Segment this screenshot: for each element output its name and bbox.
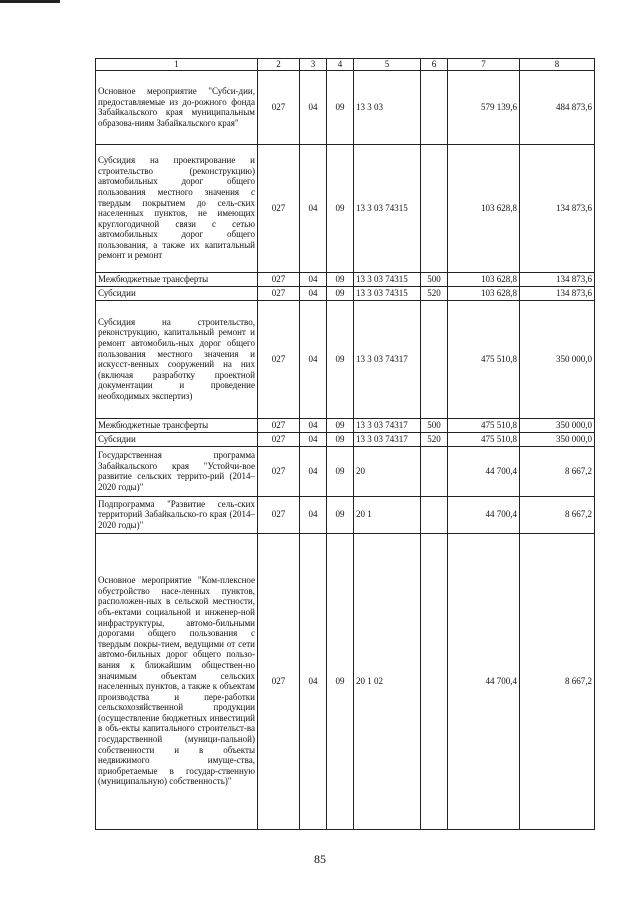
table-row (96, 272, 595, 286)
row-section: 04 (300, 286, 327, 300)
row-admin-code: 027 (258, 300, 300, 418)
row-name: Субсидия на строительство, реконструкцию, капитальный ремонт и ремонт автомобиль-ных дорог общего пользования местного значения и искусст-венных сооружений на них (включая разработку проектной документации и проведение необходимых экспертиз) (96, 300, 258, 418)
row-admin-code: 027 (258, 418, 300, 432)
page-number: 85 (314, 852, 326, 866)
row-admin-code: 027 (258, 272, 300, 286)
table-row (96, 300, 595, 418)
table-row (96, 418, 595, 432)
row-amount-1: 103 628,8 (448, 272, 520, 286)
row-subsection: 09 (327, 446, 354, 496)
row-name: Основное мероприятие "Ком-плексное обустройство насе-ленных пунктов, расположен-ных в сельской местности, объ-ектами социальной и инженер-ной инфраструктуры, автомо-бильными дорогами общего пользования с твердым покры-тием, ведущими от сети автомо-бильных дорог общего пользо-вания к ближайшим обществен-но значимым объектам сельских населенных пунктов, а также к объектам производства и пере-работки сельскохозяйственной продукции (осуществление бюджетных инвестиций в объ-екты капитального строительст-ва государственной (муници-пальной) собственности и в объекты недвижимого имуще-ства, приобретаемые в государ-ственную (муниципальную) собственность)" (96, 533, 258, 829)
row-amount-2: 350 000,0 (520, 432, 595, 446)
row-target-article: 20 (354, 446, 421, 496)
row-admin-code: 027 (258, 286, 300, 300)
row-expense-type: 500 (421, 418, 448, 432)
row-name: Подпрограмма "Развитие сель-ских территорий Забайкальско-го края (2014–2020 годы)" (96, 496, 258, 533)
row-name: Межбюджетные трансферты (96, 272, 258, 286)
row-admin-code: 027 (258, 144, 300, 272)
row-amount-1: 103 628,8 (448, 286, 520, 300)
row-target-article: 13 3 03 74315 (354, 144, 421, 272)
row-subsection: 09 (327, 70, 354, 144)
row-amount-2: 484 873,6 (520, 70, 595, 144)
table-header-row (96, 59, 595, 71)
table-row (96, 70, 595, 144)
row-name: Субсидия на проектирование и строительство (реконструкцию) автомобильных дорог общего пользования местного значения с твердым покрытием до сель-ских населенных пунктов, не имеющих круглогодичной связи с сетью автомобильных дорог общего пользования, а также их капитальный ремонт и ремонт (96, 144, 258, 272)
row-section: 04 (300, 533, 327, 829)
row-amount-2: 8 667,2 (520, 533, 595, 829)
header-cell-1: 1 (96, 59, 258, 71)
row-admin-code: 027 (258, 432, 300, 446)
row-target-article: 13 3 03 74315 (354, 272, 421, 286)
header-cell-5: 5 (354, 59, 421, 71)
row-target-article: 13 3 03 74317 (354, 300, 421, 418)
row-name: Субсидии (96, 286, 258, 300)
row-expense-type (421, 300, 448, 418)
header-cell-2: 2 (258, 59, 300, 71)
corner-scan-mark (0, 0, 60, 3)
row-amount-2: 8 667,2 (520, 446, 595, 496)
row-subsection: 09 (327, 300, 354, 418)
row-subsection: 09 (327, 286, 354, 300)
row-admin-code: 027 (258, 496, 300, 533)
row-amount-1: 44 700,4 (448, 496, 520, 533)
row-subsection: 09 (327, 418, 354, 432)
header-cell-3: 3 (300, 59, 327, 71)
row-amount-1: 475 510,8 (448, 300, 520, 418)
row-amount-1: 44 700,4 (448, 446, 520, 496)
row-target-article: 13 3 03 74315 (354, 286, 421, 300)
row-expense-type (421, 144, 448, 272)
row-expense-type: 520 (421, 286, 448, 300)
row-amount-2: 8 667,2 (520, 496, 595, 533)
row-expense-type: 500 (421, 272, 448, 286)
row-amount-1: 579 139,6 (448, 70, 520, 144)
row-section: 04 (300, 300, 327, 418)
row-section: 04 (300, 432, 327, 446)
row-expense-type (421, 533, 448, 829)
row-admin-code: 027 (258, 70, 300, 144)
row-section: 04 (300, 272, 327, 286)
table-row (96, 446, 595, 496)
row-name: Основное мероприятие "Субси-дии, предоставляемые из до-рожного фонда Забайкальского края муниципальным образова-ниям Забайкальского края" (96, 70, 258, 144)
row-amount-1: 44 700,4 (448, 533, 520, 829)
row-amount-1: 475 510,8 (448, 432, 520, 446)
row-subsection: 09 (327, 432, 354, 446)
row-expense-type (421, 446, 448, 496)
header-cell-7: 7 (448, 59, 520, 71)
header-cell-6: 6 (421, 59, 448, 71)
row-amount-2: 134 873,6 (520, 272, 595, 286)
row-admin-code: 027 (258, 533, 300, 829)
row-subsection: 09 (327, 272, 354, 286)
row-expense-type (421, 496, 448, 533)
row-subsection: 09 (327, 144, 354, 272)
row-expense-type: 520 (421, 432, 448, 446)
row-section: 04 (300, 446, 327, 496)
row-target-article: 13 3 03 74317 (354, 432, 421, 446)
table-row (96, 533, 595, 829)
row-target-article: 20 1 02 (354, 533, 421, 829)
row-subsection: 09 (327, 533, 354, 829)
table-row (96, 286, 595, 300)
header-cell-4: 4 (327, 59, 354, 71)
row-expense-type (421, 70, 448, 144)
row-amount-2: 134 873,6 (520, 286, 595, 300)
row-section: 04 (300, 496, 327, 533)
budget-table (95, 58, 595, 830)
row-name: Государственная программа Забайкальского края "Устойчи-вое развитие сельских террито-рий (2014–2020 годы)" (96, 446, 258, 496)
row-amount-1: 103 628,8 (448, 144, 520, 272)
row-amount-2: 134 873,6 (520, 144, 595, 272)
row-amount-2: 350 000,0 (520, 418, 595, 432)
row-target-article: 13 3 03 74317 (354, 418, 421, 432)
row-amount-2: 350 000,0 (520, 300, 595, 418)
row-section: 04 (300, 144, 327, 272)
row-subsection: 09 (327, 496, 354, 533)
table-row (96, 496, 595, 533)
row-name: Межбюджетные трансферты (96, 418, 258, 432)
row-admin-code: 027 (258, 446, 300, 496)
row-target-article: 20 1 (354, 496, 421, 533)
row-section: 04 (300, 70, 327, 144)
row-name: Субсидии (96, 432, 258, 446)
row-amount-1: 475 510,8 (448, 418, 520, 432)
table-row (96, 432, 595, 446)
header-cell-8: 8 (520, 59, 595, 71)
row-section: 04 (300, 418, 327, 432)
table-row (96, 144, 595, 272)
row-target-article: 13 3 03 (354, 70, 421, 144)
